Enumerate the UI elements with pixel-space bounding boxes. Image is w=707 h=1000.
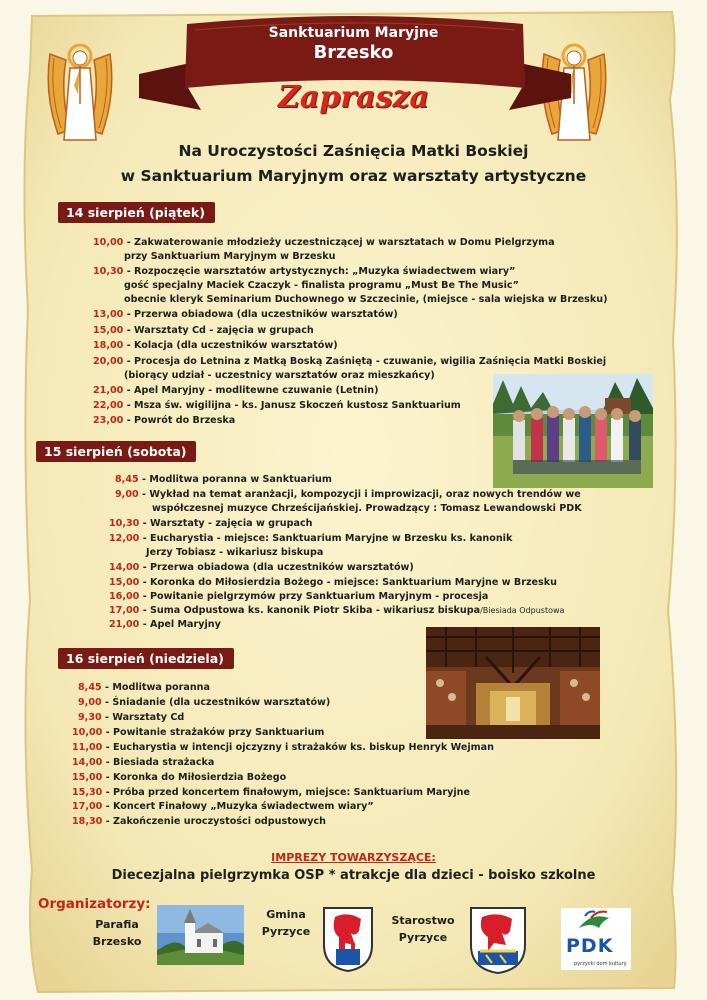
schedule-row: 22,00 - Msza św. wigilijna - ks. Janusz Skoczeń kustosz Sanktuarium [93,400,461,411]
schedule-row: 14,00 - Przerwa obiadowa (dla uczestników warsztatów) [109,562,414,573]
banner-line-1: Sanktuarium Maryjne [268,25,439,41]
pdk-logo-caption: pyrzycki dom kultury [574,961,627,967]
organizer-gmina-line-1: Gmina [266,908,306,921]
schedule-row-continued: Jerzy Tobiasz - wikariusz biskupa [146,547,324,558]
schedule-row: 10,30 - Warsztaty - zajęcia w grupach [109,518,313,529]
organizers-heading: Organizatorzy: [38,896,151,912]
schedule-row: 11,00 - Eucharystia w intencji ojczyzny i strażaków ks. biskup Henryk Wejman [72,742,494,753]
schedule-row: 9,00 - Śniadanie (dla uczestników warsztatów) [78,697,331,708]
schedule-row: 10,00 - Powitanie strażaków przy Sanktuarium [72,727,325,738]
schedule-row: 10,30 - Rozpoczęcie warsztatów artystycznych: „Muzyka świadectwem wiary” [93,266,516,277]
schedule-row: 17,00 - Koncert Finałowy „Muzyka świadectwem wiary” [72,801,374,812]
schedule-row: 12,00 - Eucharystia - miejsce: Sanktuarium Maryjne w Brzesku ks. kanonik [109,533,513,544]
organizer-gmina-line-2: Pyrzyce [261,924,311,938]
gmina-pyrzyce-coat-of-arms-icon [321,905,375,973]
organizer-gmina-label [254,907,318,940]
extras-heading: IMPREZY TOWARZYSZĄCE: [271,851,436,864]
schedule-row: 21,00 - Apel Maryjny [109,619,221,630]
organizer-starostwo-line-2: Pyrzyce [398,930,448,944]
youth-group-photo [493,374,653,488]
schedule-row: 10,00 - Zakwaterowanie młodzieży uczestniczącej w warsztatach w Domu Pielgrzyma [93,237,555,248]
schedule-row: 18,30 - Zakończenie uroczystości odpustowych [72,816,327,827]
organizer-parafia-line-1: Parafia [95,918,139,931]
schedule-row-continued: współczesnej muzyce Chrześcijańskiej. Prowadzący : Tomasz Lewandowski PDK [152,503,582,514]
schedule-row: 16,00 - Powitanie pielgrzymów przy Sanktuarium Maryjnym - procesja [109,591,489,602]
starostwo-pyrzyce-coat-of-arms-icon [468,905,528,975]
schedule-row-continued: przy Sanktuarium Maryjnym w Brzesku [124,251,336,262]
church-interior-photo [426,627,600,739]
organizer-starostwo-label [386,913,460,946]
pdk-logo-text: PDK [566,935,614,957]
day-label-15-august: 15 sierpień (sobota) [36,441,196,462]
schedule-row: 23,00 - Powrót do Brzeska [93,415,236,426]
schedule-row: 17,00 - Suma Odpustowa ks. kanonik Piotr Skiba - wikariusz biskupa/Biesiada Odpustowa [109,605,565,616]
event-title-line-1: Na Uroczystości Zaśnięcia Matki Boskiej [178,142,529,160]
schedule-row: 9,30 - Warsztaty Cd [78,712,185,723]
schedule-note: /Biesiada Odpustowa [480,606,565,615]
schedule-row: 15,00 - Koronka do Miłosierdzia Bożego - miejsce: Sanktuarium Maryjne w Brzesku [109,577,557,588]
schedule-row: 15,30 - Próba przed koncertem finałowym, miejsce: Sanktuarium Maryjne [72,787,470,798]
schedule-row-continued: (biorący udział - uczestnicy warsztatów oraz mieszkańcy) [124,370,435,381]
schedule-row: 15,00 - Warsztaty Cd - zajęcia w grupach [93,325,314,336]
schedule-row: 20,00 - Procesja do Letnina z Matką Boską Zaśniętą - czuwanie, wigilia Zaśnięcia Matki Boskiej [93,356,607,367]
schedule-row: 13,00 - Przerwa obiadowa (dla uczestników warsztatów) [93,309,398,320]
day-label-16-august: 16 sierpień (niedziela) [58,648,234,669]
invite-heading: Zaprasza [278,80,429,115]
extras-text: Diecezjalna pielgrzymka OSP * atrakcje dla dzieci - boisko szkolne [111,868,596,883]
banner-line-2: Brzesko [313,42,394,63]
schedule-row: 18,00 - Kolacja (dla uczestników warsztatów) [93,340,338,351]
organizer-parafia-line-2: Brzesko [92,934,142,948]
schedule-row: 15,00 - Koronka do Miłosierdzia Bożego [72,772,287,783]
schedule-row: 8,45 - Modlitwa poranna [78,682,210,693]
schedule-row-continued: gość specjalny Maciek Czaczyk - finalista programu „Must Be The Music” [124,280,519,291]
schedule-row-continued: obecnie kleryk Seminarium Duchownego w Szczecinie, (miejsce - sala wiejska w Brzesku) [124,294,608,305]
organizer-parafia-label [82,917,152,950]
organizer-starostwo-line-1: Starostwo [391,914,455,927]
schedule-row: 8,45 - Modlitwa poranna w Sanktuarium [115,474,332,485]
day-label-14-august: 14 sierpień (piątek) [58,202,215,223]
event-title-line-2: w Sanktuarium Maryjnym oraz warsztaty artystyczne [120,167,587,185]
parish-church-photo [157,905,244,965]
schedule-row: 14,00 - Biesiada strażacka [72,757,215,768]
schedule-row: 21,00 - Apel Maryjny - modlitewne czuwanie (Letnin) [93,385,379,396]
schedule-row: 9,00 - Wykład na temat aranżacji, kompozycji i improwizacji, oraz nowych trendów we [115,489,581,500]
